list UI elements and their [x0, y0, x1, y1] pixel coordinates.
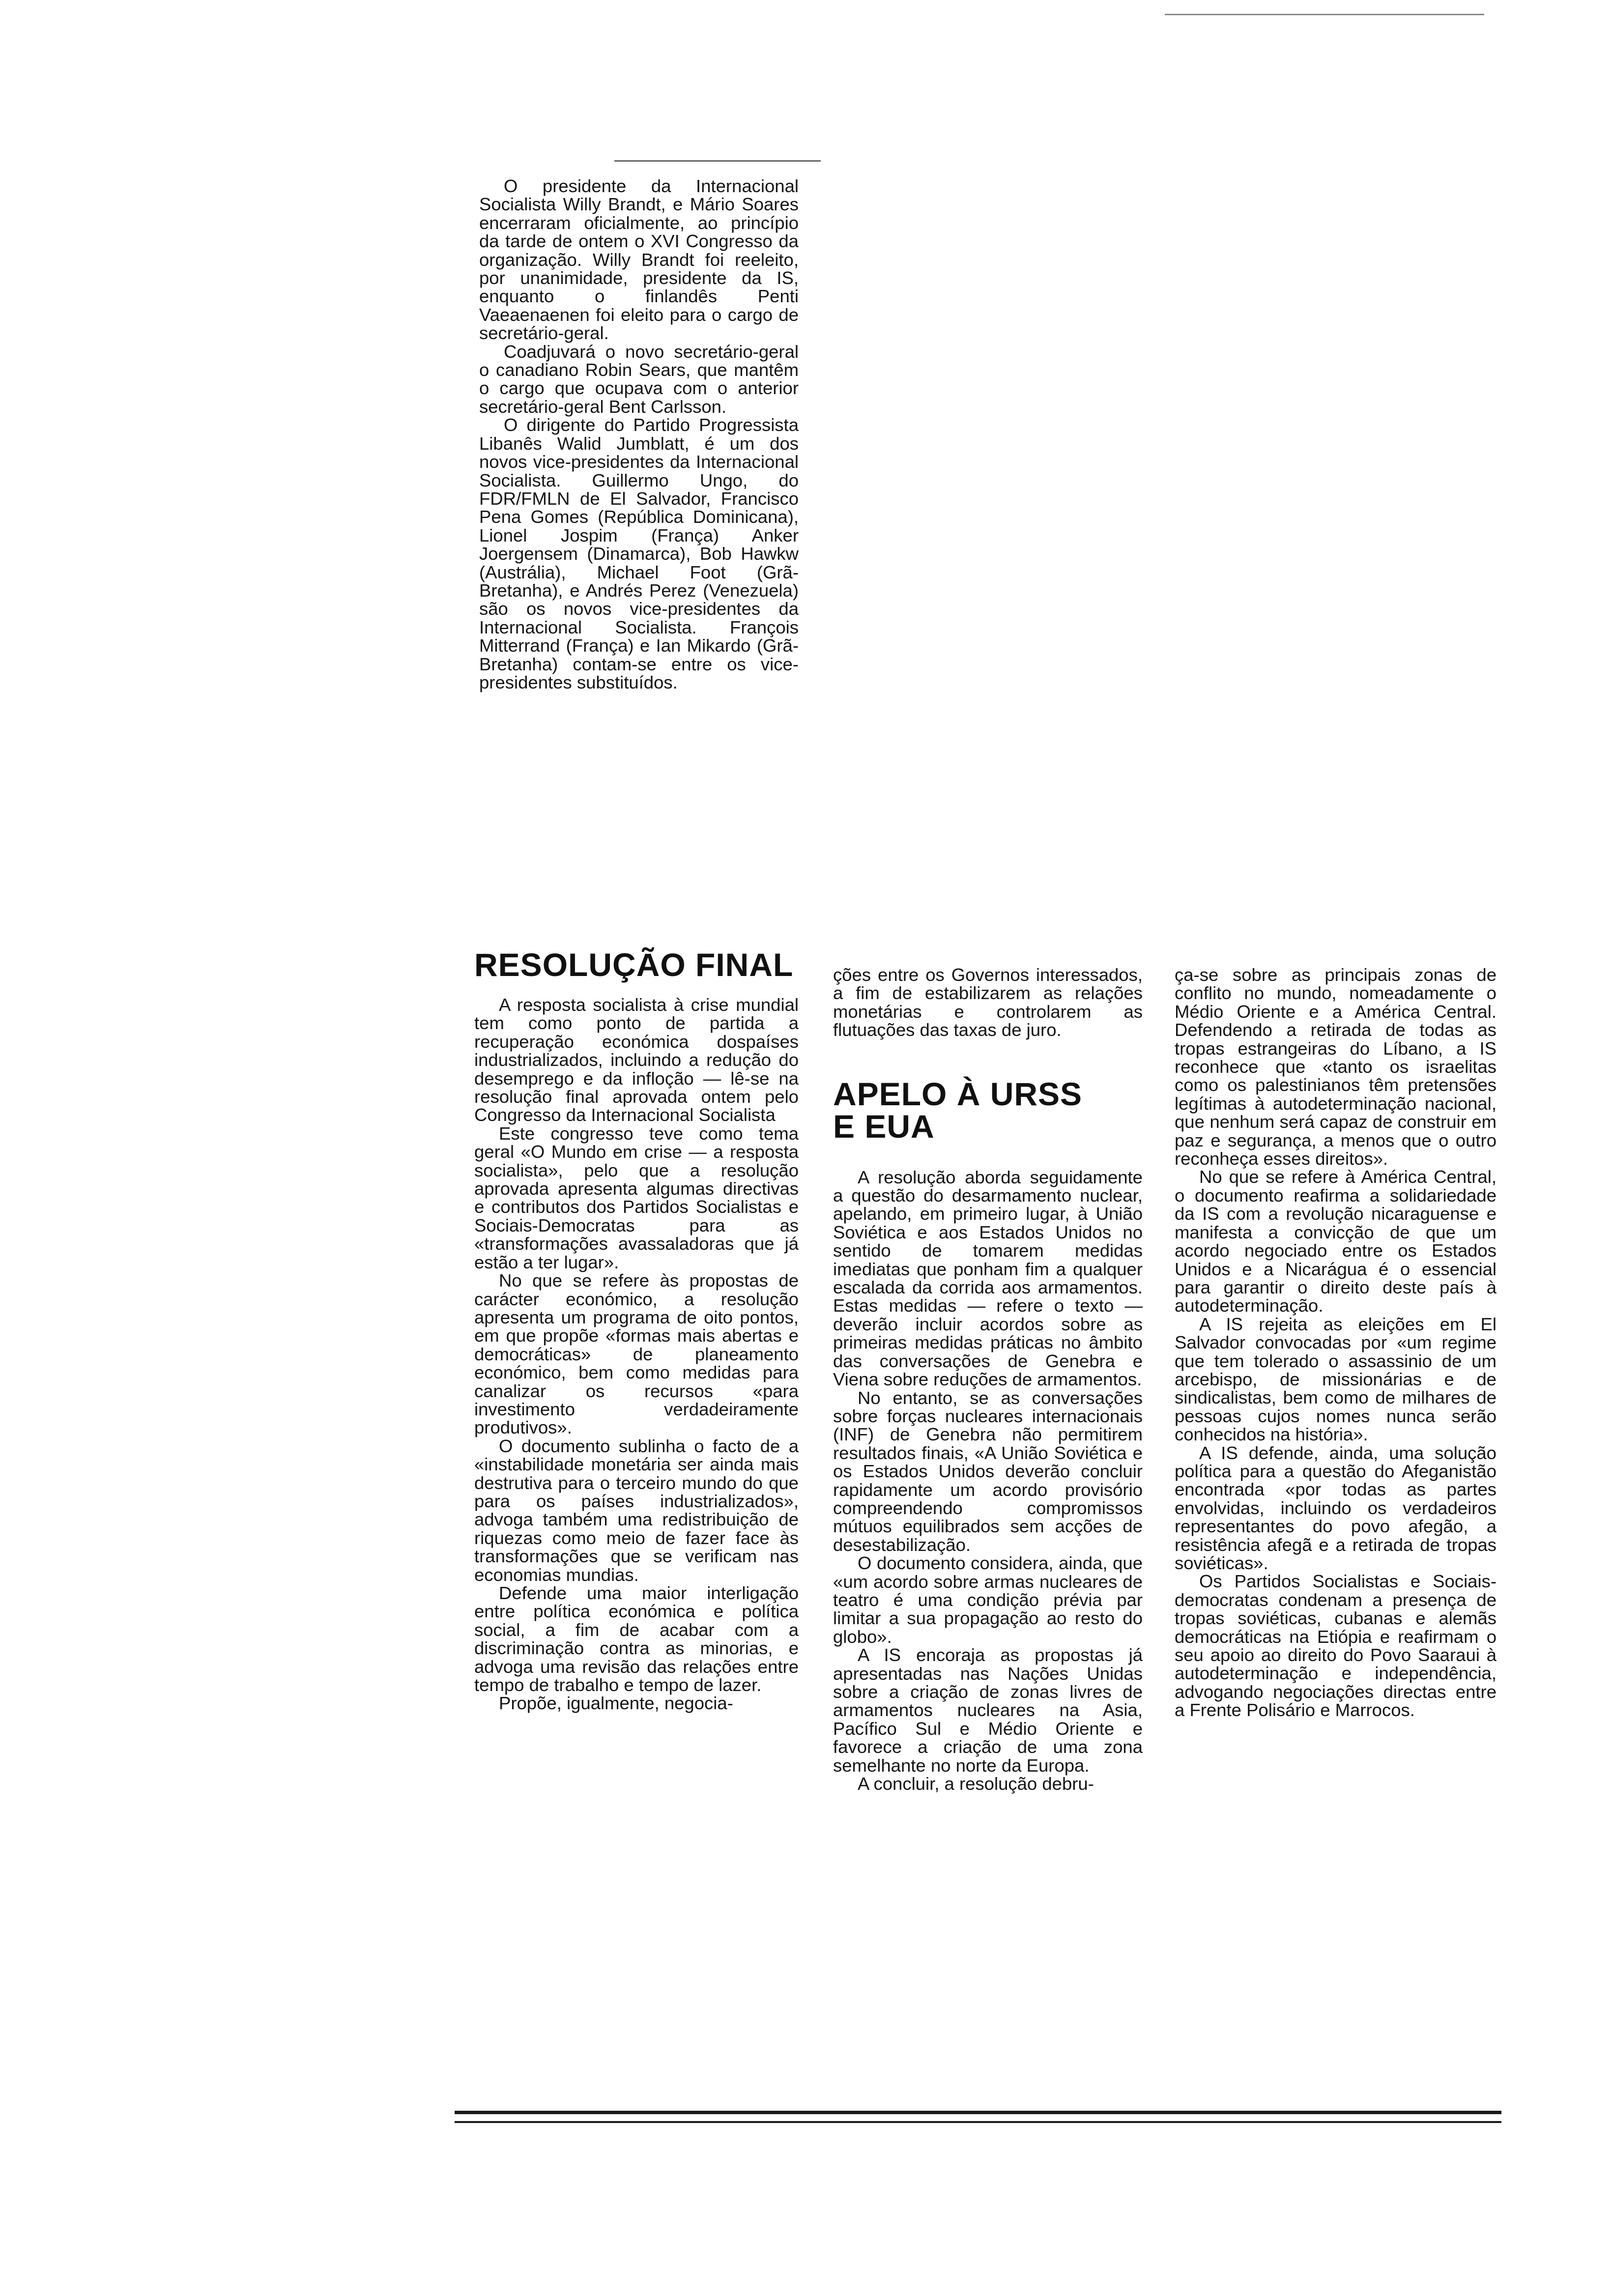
body-paragraph: O documento considera, ainda, que «um acordo sobre armas nucleares de teatro é uma condição prévia par limitar a sua propagação ao resto do globo».: [833, 1553, 1143, 1647]
top-article-rule: [614, 160, 821, 162]
heading-apelo-line1: APELO À URSS: [833, 1075, 1083, 1112]
resolution-column: [474, 948, 799, 1713]
heading-apelo: [833, 1075, 1143, 1145]
body-paragraph: A IS rejeita as eleições em El Salvador convocadas por «um regime que tem tolerado o assassinio de um arcebispo, de missionárias e de sindicalistas, bem como de milhares de pessoas cujos nomes nunca serão conhecidos na história».: [1175, 1314, 1497, 1445]
body-paragraph: ça-se sobre as principais zonas de conflito no mundo, nomeadamente o Médio Oriente e a América Central. Defendendo a retirada de todas as tropas estrangeiras do Líbano, a IS reconhece que «tanto os israelitas como os palestinianos têm pretensões legítimas à autodeterminação nacional, que nenhum será capaz de construir em paz e segurança, a menos que o outro reconheça esses direitos».: [1175, 965, 1497, 1169]
body-paragraph: Este congresso teve como tema geral «O Mundo em crise — a resposta socialista», pelo que a resolução aprovada apresenta algumas directivas e contributos dos Partidos Socialistas e Sociais-Democratas para as «transformações avassaladoras que já estão a ter lugar».: [474, 1123, 799, 1272]
intro-paragraph: O dirigente do Partido Progressista Libanês Walid Jumblatt, é um dos novos vice-presidentes da Internacional Socialista. Guillermo Ungo, do FDR/FMLN de El Salvador, Francisco Pena Gomes (República Dominicana), Lionel Jospim (França) Anker Joergensem (Dinamarca), Bob Hawkw (Austrália), Michael Foot (Grã-Bretanha), e Andrés Perez (Venezuela) são os novos vice-presidentes da Internacional Socialista. François Mitterrand (França) e Ian Mikardo (Grã-Bretanha) contam-se entre os vice-presidentes substituídos.: [479, 415, 799, 692]
heading-apelo-line2: E EUA: [833, 1108, 935, 1145]
body-paragraph: Defende uma maior interligação entre política económica e política social, a fim de acabar com a discriminação contra as minorias, e advoga uma revisão das relações entre tempo de trabalho e tempo de lazer.: [474, 1583, 799, 1695]
body-paragraph: No que se refere à América Central, o documento reafirma a solidariedade da IS com a revolução nicaraguense e manifesta a convicção de que um acordo negociado entre os Estados Unidos e a Nicarágua é o essencial para garantir o direito deste país à autodeterminação.: [1175, 1167, 1497, 1316]
top-right-rule: [1165, 14, 1484, 15]
body-paragraph: A concluir, a resolução debru-: [858, 1774, 1094, 1794]
body-paragraph: No que se refere às propostas de carácter económico, a resolução apresenta um programa de oito pontos, em que propõe «formas mais abertas e democráticas» de planeamento económico, bem como medidas para canalizar os recursos «para investimento verdadeiramente produtivos».: [474, 1270, 799, 1438]
body-paragraph: O documento sublinha o facto de a «instabilidade monetária ser ainda mais destrutiva para o terceiro mundo do que para os países industrializados», advoga também uma redistribuição de riquezas como meio de fazer face às transformações que se verificam nas economias mundias.: [474, 1435, 799, 1585]
heading-resolucao-final: RESOLUÇÃO FINAL: [474, 947, 794, 983]
intro-paragraph: Coadjuvará o novo secretário-geral o canadiano Robin Sears, que mantêm o cargo que ocupava com o anterior secretário-geral Bent Carlsson.: [479, 341, 799, 417]
body-paragraph: No entanto, se as conversações sobre forças nucleares internacionais (INF) de Genebra não permitirem resultados finais, «A União Soviética e os Estados Unidos deverão concluir rapidamente um acordo provisório compreendendo compromissos mútuos equilibrados sem acções de desestabilização.: [833, 1387, 1143, 1555]
body-paragraph: Os Partidos Socialistas e Sociais-democratas condenam a presença de tropas soviéticas, cubanas e alemãs democráticas na Etiópia e reafirmam o seu apoio ao direito do Povo Saaraui à autodeterminação e independência, advogando negociações directas entre a Frente Polisário e Marrocos.: [1175, 1571, 1497, 1721]
middle-column: [833, 966, 1143, 1793]
bottom-rule-1: [455, 2111, 1501, 2114]
body-paragraph: A resolução aborda seguidamente a questão do desarmamento nuclear, apelando, em primeiro lugar, à União Soviética e aos Estados Unidos no sentido de tomarem medidas imediatas que ponham fim a qualquer escalada da corrida aos armamentos. Estas medidas — refere o texto — deverão incluir acordos sobre as primeiras medidas práticas no âmbito das conversações de Genebra e Viena sobre reduções de armamentos.: [833, 1167, 1143, 1390]
body-paragraph: A IS encoraja as propostas já apresentadas nas Nações Unidas sobre a criação de zonas livres de armamentos nucleares na Asia, Pacífico Sul e Médio Oriente e favorece a criação de uma zona semelhante no norte da Europa.: [833, 1645, 1143, 1776]
intro-paragraph: O presidente da Internacional Socialista Willy Brandt, e Mário Soares encerraram oficialmente, ao princípio da tarde de ontem o XVI Congresso da organização. Willy Brandt foi reeleito, por unanimidade, presidente da IS, enquanto o finlandês Penti Vaeaenaenen foi eleito para o cargo de secretário-geral.: [479, 176, 799, 344]
body-paragraph: A IS defende, ainda, uma solução política para a questão do Afeganistão encontrada «por todas as partes envolvidas, incluindo os verdadeiros representantes do povo afegão, a resistência afegã e a retirada de tropas soviéticas».: [1175, 1442, 1497, 1573]
right-column: [1175, 966, 1497, 1720]
continuation-paragraph: ções entre os Governos interessados, a fim de estabilizarem as relações monetárias e controlarem as flutuações das taxas de juro.: [833, 965, 1143, 1040]
intro-column: [479, 177, 799, 691]
bottom-rule-2: [455, 2121, 1501, 2123]
body-paragraph: Propõe, igualmente, negocia-: [499, 1693, 733, 1714]
body-paragraph: A resposta socialista à crise mundial tem como ponto de partida a recuperação económica dospaíses industrializados, incluindo a redução do desemprego e da infloção — lê-se na resolução final aprovada ontem pelo Congresso da Internacional Socialista: [474, 995, 799, 1125]
